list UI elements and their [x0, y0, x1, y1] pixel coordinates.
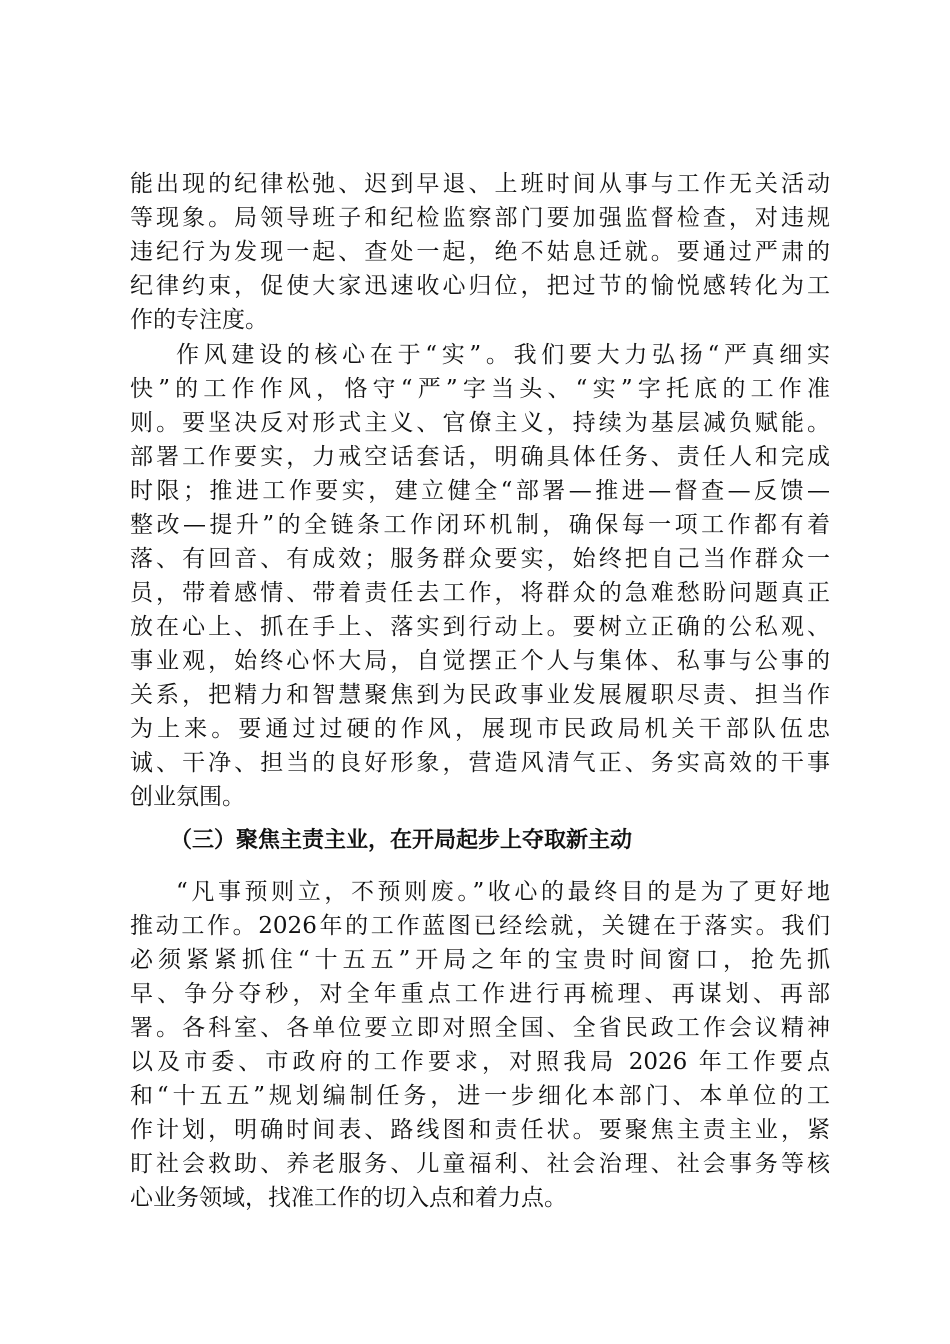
paragraph-3-line-2: 推动工作。2026年的工作蓝图已经绘就，关键在于落实。我们	[130, 913, 830, 939]
paragraph-2-line-11: 关系，把精力和智慧聚焦到为民政事业发展履职尽责、担当作	[130, 682, 830, 708]
section-heading: （三）聚焦主责主业，在开局起步上夺取新主动	[170, 828, 633, 853]
paragraph-2-line-1: 作风建设的核心在于“实”。我们要大力弘扬“严真细实	[176, 342, 830, 368]
paragraph-1-line-4: 纪律约束，促使大家迅速收心归位，把过节的愉悦感转化为工	[130, 273, 830, 299]
paragraph-3-line-10: 心业务领域，找准工作的切入点和着力点。	[130, 1185, 567, 1211]
paragraph-3-line-1: “凡事预则立，不预则废。”收心的最终目的是为了更好地	[176, 879, 830, 905]
paragraph-2-line-3: 则。要坚决反对形式主义、官僚主义，持续为基层减负赋能。	[130, 410, 830, 436]
paragraph-3-line-6: 以及市委、市政府的工作要求，对照我局 2026 年工作要点	[130, 1049, 830, 1075]
paragraph-2-line-12: 为上来。要通过过硬的作风，展现市民政局机关干部队伍忠	[130, 716, 830, 742]
paragraph-1-line-3: 违纪行为发现一起、查处一起，绝不姑息迁就。要通过严肃的	[130, 239, 830, 265]
paragraph-2-line-7: 落、有回音、有成效；服务群众要实，始终把自己当作群众一	[130, 546, 830, 572]
paragraph-2-line-6: 整改—提升”的全链条工作闭环机制，确保每一项工作都有着	[130, 512, 830, 538]
paragraph-3-line-9: 盯社会救助、养老服务、儿童福利、社会治理、社会事务等核	[130, 1151, 830, 1177]
paragraph-2-line-8: 员，带着感情、带着责任去工作，将群众的急难愁盼问题真正	[130, 580, 830, 606]
paragraph-3-line-8: 作计划，明确时间表、路线图和责任状。要聚焦主责主业，紧	[130, 1117, 830, 1143]
paragraph-3-line-7: 和“十五五”规划编制任务，进一步细化本部门、本单位的工	[130, 1083, 830, 1109]
paragraph-2-line-10: 事业观，始终心怀大局，自觉摆正个人与集体、私事与公事的	[130, 648, 830, 674]
paragraph-2-line-9: 放在心上、抓在手上、落实到行动上。要树立正确的公私观、	[130, 614, 830, 640]
paragraph-3-line-4: 早、争分夺秒，对全年重点工作进行再梳理、再谋划、再部	[130, 981, 830, 1007]
paragraph-3-line-3: 必须紧紧抓住“十五五”开局之年的宝贵时间窗口，抢先抓	[130, 947, 830, 973]
paragraph-2-line-4: 部署工作要实，力戒空话套话，明确具体任务、责任人和完成	[130, 444, 830, 470]
paragraph-1-line-5: 作的专注度。	[130, 307, 268, 333]
paragraph-2-line-14: 创业氛围。	[130, 784, 245, 810]
paragraph-1-line-1: 能出现的纪律松弛、迟到早退、上班时间从事与工作无关活动	[130, 171, 830, 197]
paragraph-2-line-13: 诚、干净、担当的良好形象，营造风清气正、务实高效的干事	[130, 750, 830, 776]
paragraph-2-line-2: 快”的工作作风，恪守“严”字当头、“实”字托底的工作准	[130, 376, 830, 402]
paragraph-1-line-2: 等现象。局领导班子和纪检监察部门要加强监督检查，对违规	[130, 205, 830, 231]
paragraph-2-line-5: 时限；推进工作要实，建立健全“部署—推进—督查—反馈—	[130, 478, 830, 504]
paragraph-3-line-5: 署。各科室、各单位要立即对照全国、全省民政工作会议精神	[130, 1015, 830, 1041]
